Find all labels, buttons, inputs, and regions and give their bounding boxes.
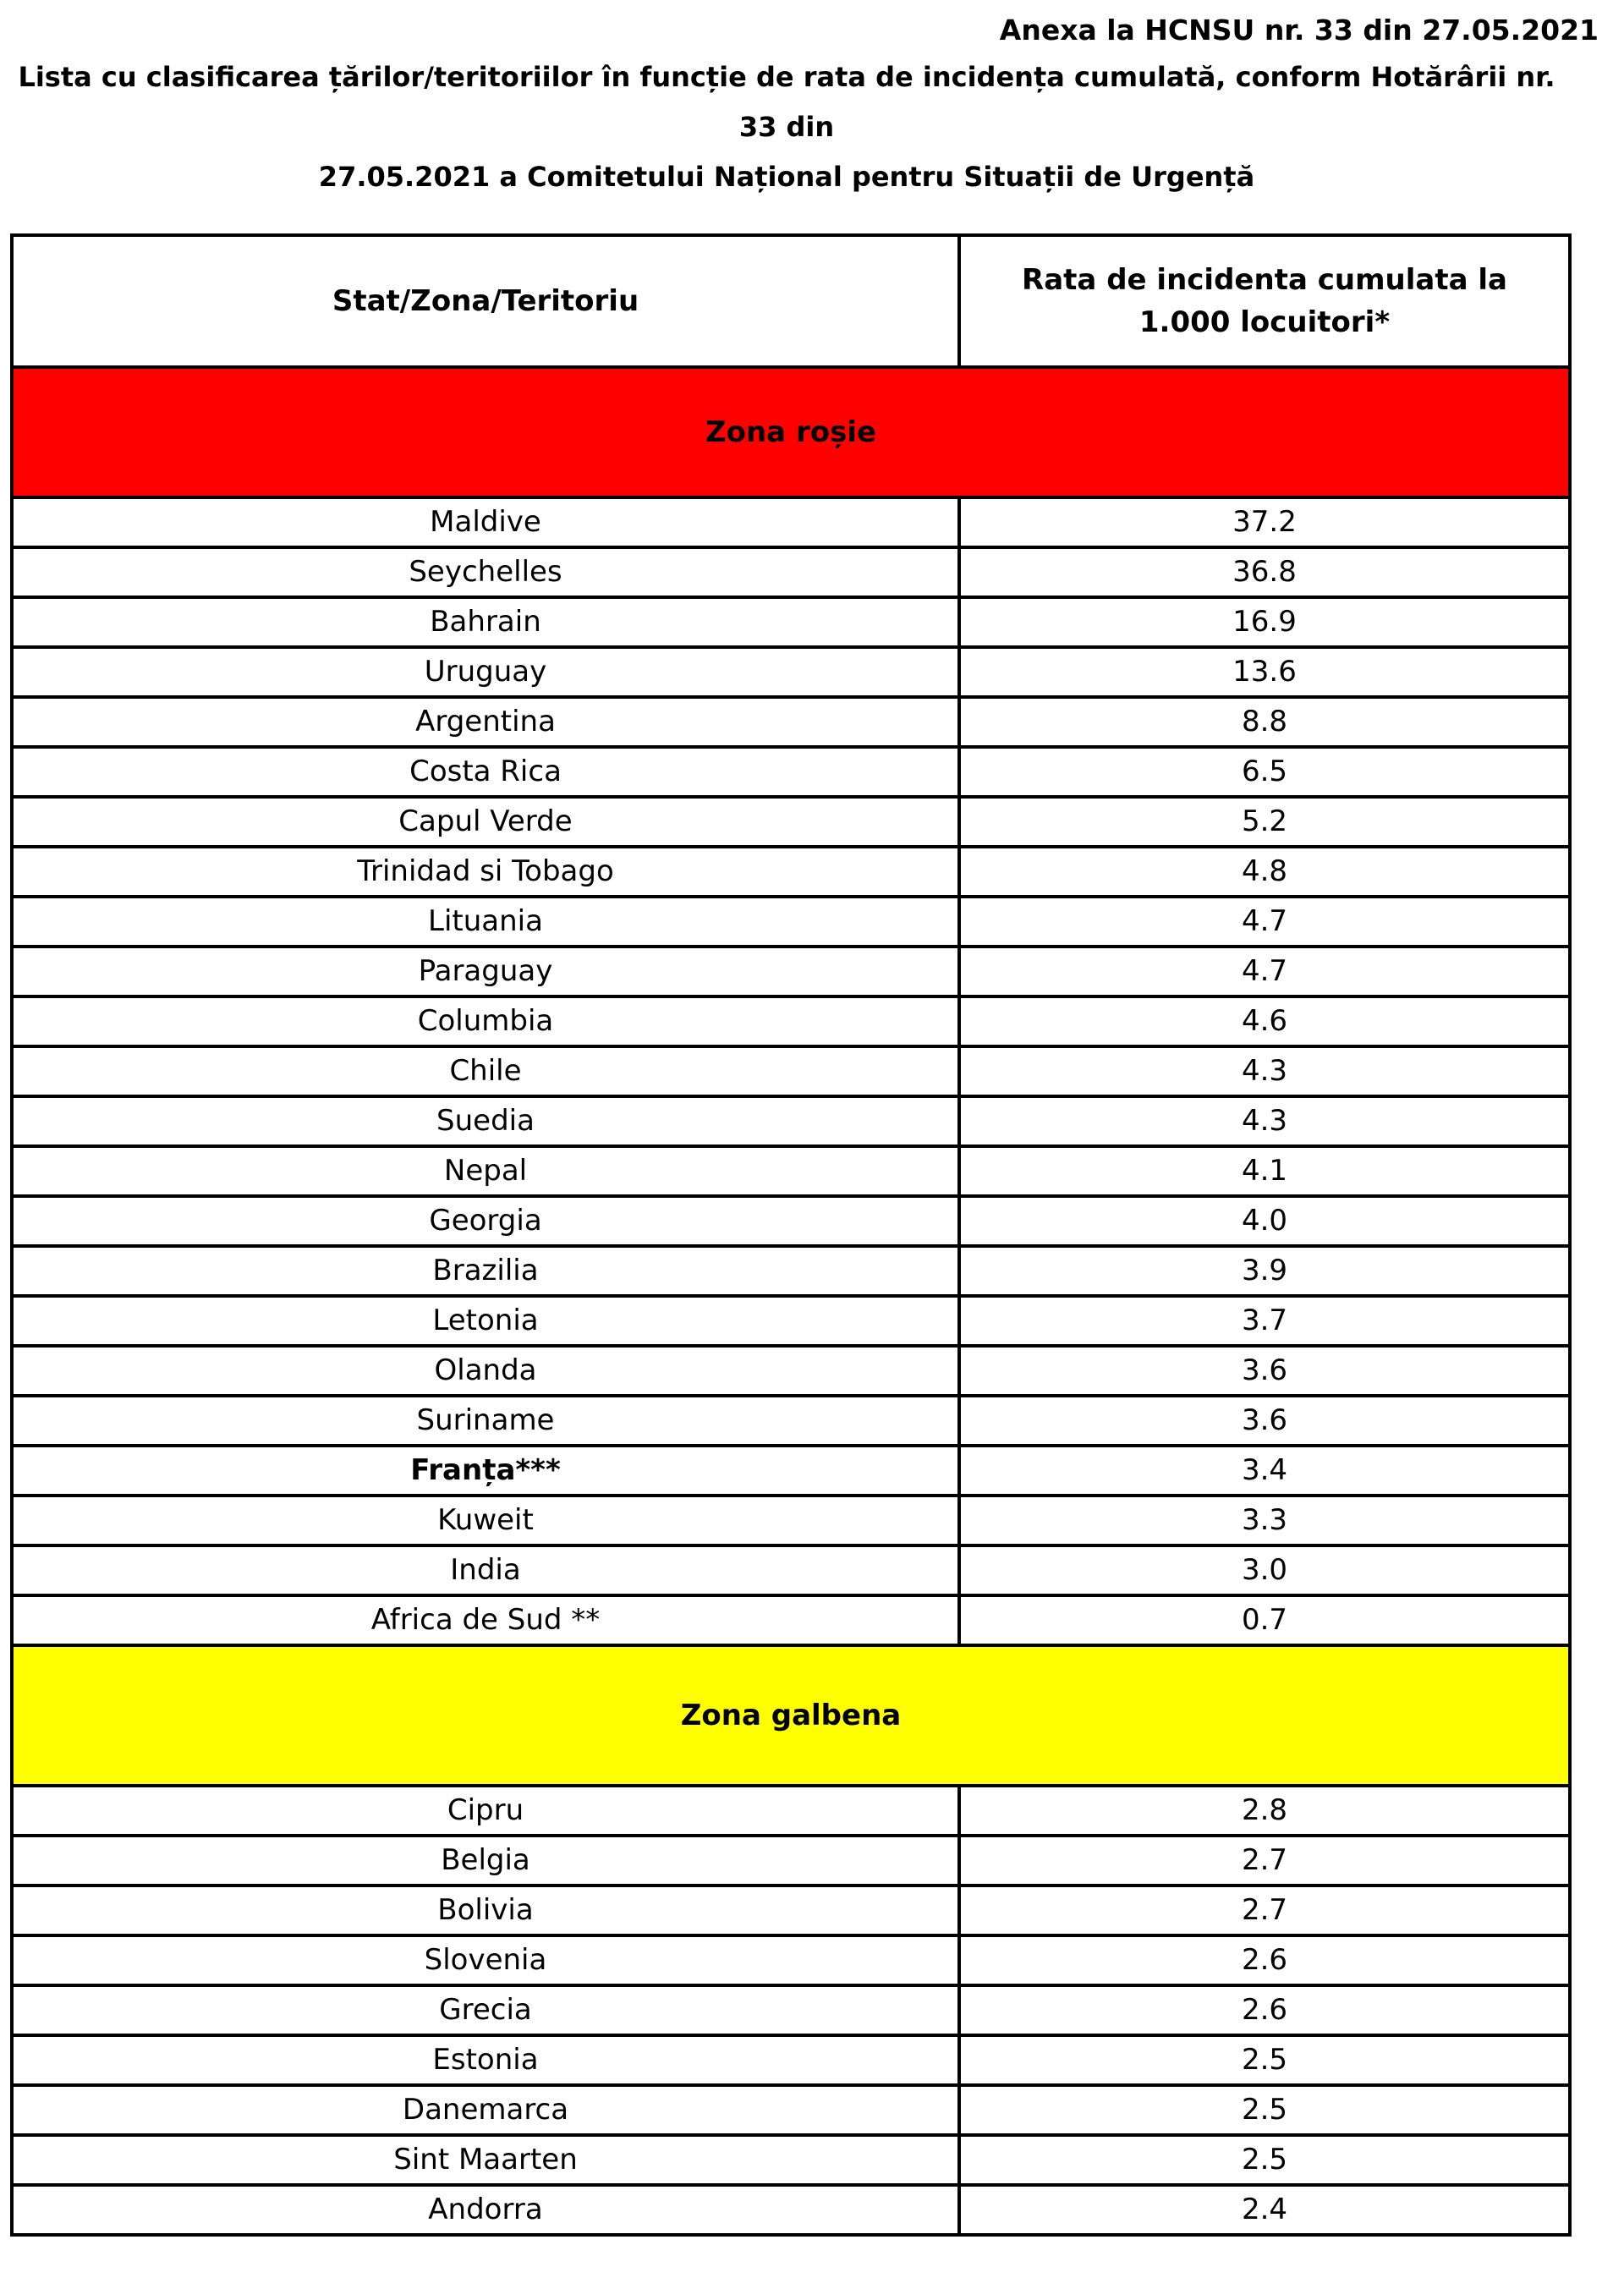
incidence-rate-value: 2.8 <box>959 1786 1570 1836</box>
title-line-1: Lista cu clasificarea țărilor/teritoriilor în funcție de rata de incidența cumulată, conform Hotărârii nr. 33 din <box>18 61 1555 143</box>
table-row <box>12 1146 1570 1196</box>
incidence-rate-value: 2.6 <box>959 1985 1570 2035</box>
territory-name: Argentina <box>12 697 959 747</box>
zone-label-yellow: Zona galbena <box>12 1645 1570 1786</box>
incidence-rate-value: 2.5 <box>959 2085 1570 2135</box>
table-row <box>12 1296 1570 1346</box>
territory-name: Olanda <box>12 1346 959 1396</box>
territory-name: Georgia <box>12 1196 959 1246</box>
incidence-rate-value: 4.0 <box>959 1196 1570 1246</box>
territory-name: Suriname <box>12 1396 959 1446</box>
incidence-rate-value: 4.8 <box>959 847 1570 897</box>
territory-name: Paraguay <box>12 947 959 996</box>
territory-name: Letonia <box>12 1296 959 1346</box>
territory-name: Belgia <box>12 1836 959 1886</box>
territory-name: Grecia <box>12 1985 959 2035</box>
table-row <box>12 1985 1570 2035</box>
column-header-territory: Stat/Zona/Teritoriu <box>12 235 959 367</box>
territory-name: Kuweit <box>12 1496 959 1545</box>
table-row <box>12 1346 1570 1396</box>
incidence-rate-value: 2.6 <box>959 1935 1570 1985</box>
table-row <box>12 1545 1570 1595</box>
incidence-rate-value: 2.7 <box>959 1886 1570 1935</box>
table-row <box>12 897 1570 947</box>
incidence-rate-value: 3.9 <box>959 1246 1570 1296</box>
table-row <box>12 497 1570 547</box>
territory-name: Lituania <box>12 897 959 947</box>
territory-name: Columbia <box>12 996 959 1046</box>
table-row <box>12 1196 1570 1246</box>
table-row <box>12 1246 1570 1296</box>
territory-name: Seychelles <box>12 547 959 597</box>
incidence-rate-value: 5.2 <box>959 797 1570 847</box>
incidence-rate-value: 4.1 <box>959 1146 1570 1196</box>
classification-table <box>10 233 1572 2237</box>
incidence-rate-value: 3.6 <box>959 1346 1570 1396</box>
territory-name: India <box>12 1545 959 1595</box>
incidence-rate-value: 13.6 <box>959 647 1570 697</box>
territory-name: Bahrain <box>12 597 959 647</box>
incidence-rate-value: 2.4 <box>959 2185 1570 2235</box>
incidence-rate-value: 3.7 <box>959 1296 1570 1346</box>
incidence-rate-value: 2.7 <box>959 1836 1570 1886</box>
table-row <box>12 1786 1570 1836</box>
territory-name: Cipru <box>12 1786 959 1836</box>
table-row <box>12 996 1570 1046</box>
table-row <box>12 797 1570 847</box>
table-row <box>12 1595 1570 1645</box>
incidence-rate-value: 2.5 <box>959 2035 1570 2085</box>
incidence-rate-value: 3.6 <box>959 1396 1570 1446</box>
table-row <box>12 647 1570 697</box>
territory-name: Uruguay <box>12 647 959 697</box>
territory-name: Franța*** <box>12 1446 959 1496</box>
territory-name: Sint Maarten <box>12 2135 959 2185</box>
incidence-rate-value: 16.9 <box>959 597 1570 647</box>
table-row <box>12 2185 1570 2235</box>
table-row <box>12 2085 1570 2135</box>
incidence-rate-value: 2.5 <box>959 2135 1570 2185</box>
territory-name: Africa de Sud ** <box>12 1595 959 1645</box>
incidence-rate-value: 3.0 <box>959 1545 1570 1595</box>
incidence-rate-value: 4.7 <box>959 947 1570 996</box>
table-row <box>12 1446 1570 1496</box>
territory-name: Costa Rica <box>12 747 959 797</box>
territory-name: Estonia <box>12 2035 959 2085</box>
territory-name: Slovenia <box>12 1935 959 1985</box>
table-row <box>12 2035 1570 2085</box>
incidence-rate-value: 3.3 <box>959 1496 1570 1545</box>
territory-name: Capul Verde <box>12 797 959 847</box>
table-row <box>12 747 1570 797</box>
territory-name: Chile <box>12 1046 959 1096</box>
table-row <box>12 2135 1570 2185</box>
zone-label-red: Zona roșie <box>12 367 1570 497</box>
table-row <box>12 1096 1570 1146</box>
incidence-rate-value: 4.3 <box>959 1046 1570 1096</box>
incidence-rate-value: 4.7 <box>959 897 1570 947</box>
table-row <box>12 1836 1570 1886</box>
table-row <box>12 697 1570 747</box>
table-row <box>12 547 1570 597</box>
territory-name: Suedia <box>12 1096 959 1146</box>
incidence-rate-value: 3.4 <box>959 1446 1570 1496</box>
incidence-rate-value: 4.6 <box>959 996 1570 1046</box>
title-line-2: 27.05.2021 a Comitetului Național pentru Situații de Urgență <box>318 161 1255 193</box>
table-body <box>12 235 1570 2235</box>
territory-name: Trinidad si Tobago <box>12 847 959 897</box>
territory-name: Andorra <box>12 2185 959 2235</box>
incidence-rate-value: 6.5 <box>959 747 1570 797</box>
incidence-rate-value: 0.7 <box>959 1595 1570 1645</box>
annex-reference: Anexa la HCNSU nr. 33 din 27.05.2021 <box>999 14 1599 47</box>
table-header-row <box>12 235 1570 367</box>
incidence-rate-value: 4.3 <box>959 1096 1570 1146</box>
table-row <box>12 1396 1570 1446</box>
table-row <box>12 597 1570 647</box>
table-row <box>12 1886 1570 1935</box>
territory-name: Nepal <box>12 1146 959 1196</box>
zone-header-red <box>12 367 1570 497</box>
table-row <box>12 1935 1570 1985</box>
column-header-incidence-rate: Rata de incidenta cumulata la 1.000 locuitori* <box>959 235 1570 367</box>
table-row <box>12 1496 1570 1545</box>
territory-name: Brazilia <box>12 1246 959 1296</box>
incidence-rate-value: 37.2 <box>959 497 1570 547</box>
territory-name: Bolivia <box>12 1886 959 1935</box>
document-title <box>17 52 1556 202</box>
incidence-rate-value: 8.8 <box>959 697 1570 747</box>
territory-name: Maldive <box>12 497 959 547</box>
zone-header-yellow <box>12 1645 1570 1786</box>
territory-name: Danemarca <box>12 2085 959 2135</box>
table-row <box>12 947 1570 996</box>
table-row <box>12 1046 1570 1096</box>
incidence-rate-value: 36.8 <box>959 547 1570 597</box>
table-row <box>12 847 1570 897</box>
